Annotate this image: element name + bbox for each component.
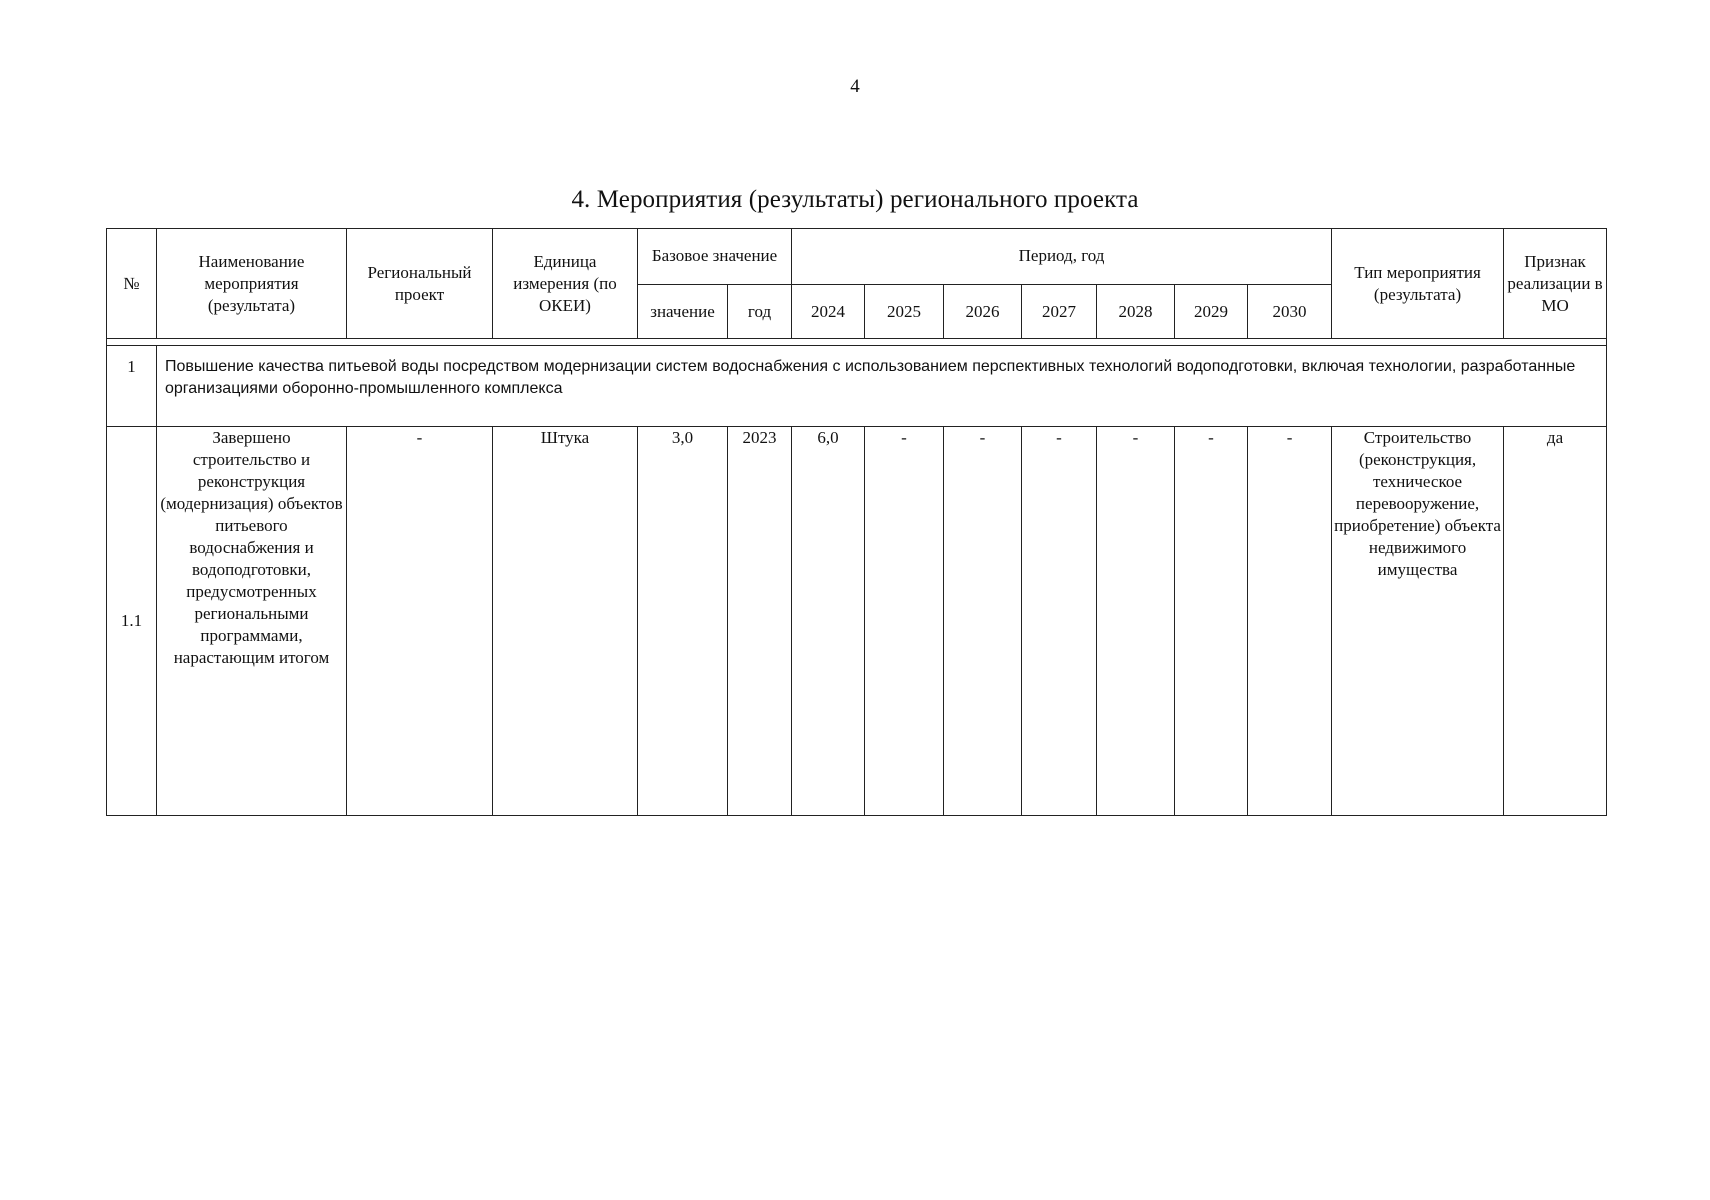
header-unit: Единица измерения (по ОКЕИ) — [493, 229, 638, 339]
header-row-top — [107, 229, 1607, 285]
item-project: - — [347, 427, 493, 816]
header-type: Тип мероприятия (результата) — [1332, 229, 1504, 339]
header-base-value: Базовое значение — [638, 229, 792, 285]
item-num: 1.1 — [107, 427, 157, 816]
results-table — [106, 228, 1607, 816]
item-year-value: 6,0 — [792, 427, 865, 816]
item-year-value: - — [1097, 427, 1175, 816]
item-unit: Штука — [493, 427, 638, 816]
header-mo-flag: Признак реализации в МО — [1504, 229, 1607, 339]
item-type: Строительство (реконструкция, техническое перевооружение, приобретение) объекта недвижимого имущества — [1332, 427, 1504, 816]
header-base-value-year: год — [728, 285, 792, 339]
item-year-value: - — [1248, 427, 1332, 816]
item-year-value: - — [1175, 427, 1248, 816]
header-num: № — [107, 229, 157, 339]
header-year: 2028 — [1097, 285, 1175, 339]
header-base-value-value: значение — [638, 285, 728, 339]
section-num: 1 — [107, 346, 157, 427]
header-period: Период, год — [792, 229, 1332, 285]
section-title: 4. Мероприятия (результаты) регионального проекта — [571, 186, 1139, 213]
item-name: Завершено строительство и реконструкция (модернизация) объектов питьевого водоснабжения и водоподготовки, предусмотренных региональными программами, нарастающим итогом — [157, 427, 347, 816]
page-number: 4 — [850, 76, 860, 97]
header-year: 2025 — [865, 285, 944, 339]
header-year: 2027 — [1022, 285, 1097, 339]
table-row — [107, 427, 1607, 816]
item-year-value: - — [865, 427, 944, 816]
section-text: Повышение качества питьевой воды посредством модернизации систем водоснабжения с использованием перспективных технологий водоподготовки, включая технологии, разработанные организациями оборонно-промышленного комплекса — [157, 346, 1607, 427]
header-year: 2026 — [944, 285, 1022, 339]
header-name: Наименование мероприятия (результата) — [157, 229, 347, 339]
item-mo-flag: да — [1504, 427, 1607, 816]
item-year-value: - — [1022, 427, 1097, 816]
header-year: 2030 — [1248, 285, 1332, 339]
header-year: 2029 — [1175, 285, 1248, 339]
header-separator — [107, 339, 1607, 346]
item-base-year: 2023 — [728, 427, 792, 816]
header-year: 2024 — [792, 285, 865, 339]
header-project: Региональный проект — [347, 229, 493, 339]
item-year-value: - — [944, 427, 1022, 816]
item-base-value: 3,0 — [638, 427, 728, 816]
section-row — [107, 346, 1607, 427]
